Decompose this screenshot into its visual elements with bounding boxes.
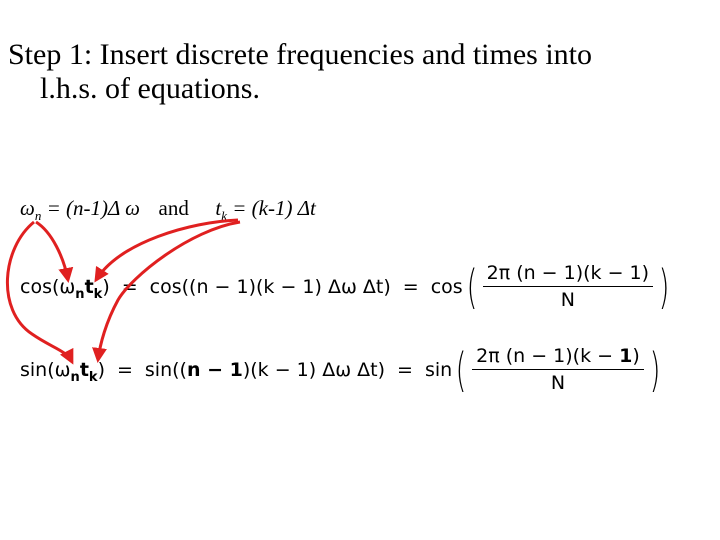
- cos-paren-close: ): [658, 259, 670, 314]
- omega-symbol: ω: [20, 196, 35, 220]
- sin-denominator: N: [550, 372, 566, 394]
- cos-denominator: N: [560, 289, 575, 311]
- t-subscript: k: [221, 208, 227, 223]
- omega-definition: = (n-1)Δ ω: [41, 196, 141, 220]
- sin-middle: sin((n − 1)(k − 1) Δω Δt): [144, 358, 386, 381]
- t-symbol: t: [215, 196, 222, 220]
- sin-paren-close: ): [649, 342, 661, 397]
- sin-fn: sin: [424, 358, 453, 381]
- cos-numerator: 2π (n − 1)(k − 1): [483, 262, 653, 287]
- cos-equals-1: =: [121, 275, 138, 298]
- cos-middle: cos((n − 1)(k − 1) Δω Δt): [149, 275, 391, 298]
- omega-subscript: n: [34, 208, 42, 223]
- sin-numerator: 2π (n − 1)(k − 1): [472, 345, 644, 370]
- arrow-omega-to-sin: [7, 222, 72, 362]
- sin-equals-1: =: [116, 358, 133, 381]
- cos-fn: cos: [430, 275, 463, 298]
- cos-paren-open: (: [466, 259, 478, 314]
- arrow-t-to-sin: [98, 222, 240, 360]
- cos-lhs: $\cos(\omega_nt_k)$: [20, 275, 110, 302]
- and-word: and: [158, 196, 189, 220]
- sin-paren-open: (: [455, 342, 467, 397]
- t-definition: = (k-1) Δt: [226, 196, 316, 220]
- title-line-1: Step 1: Insert discrete frequencies and times into: [8, 38, 592, 71]
- sin-equals-2: =: [397, 358, 413, 381]
- arrow-omega-to-cos: [36, 222, 68, 280]
- sin-lhs: $\sin(\omega_nt_k)$: [20, 358, 105, 385]
- cos-equals-2: =: [402, 275, 419, 298]
- title-line-2: l.h.s. of equations.: [40, 72, 260, 105]
